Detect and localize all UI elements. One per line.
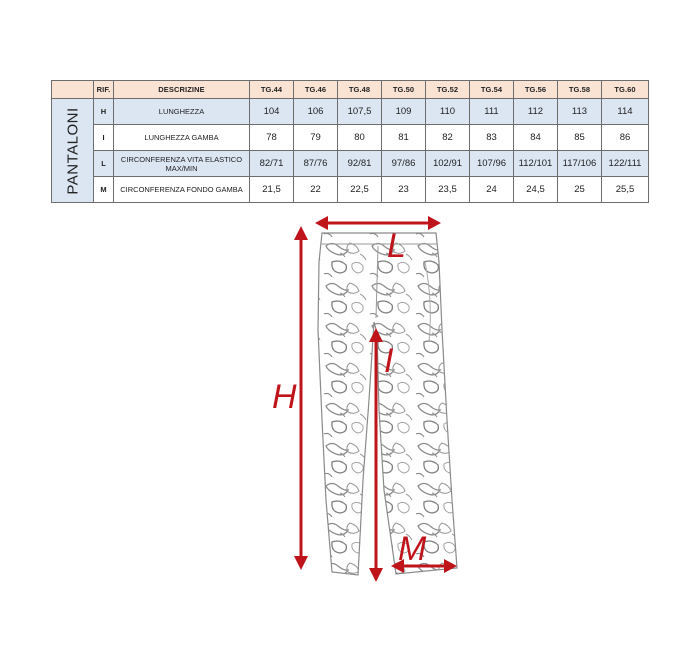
row-ref: L xyxy=(94,151,114,177)
table-cell: 22,5 xyxy=(338,177,382,203)
header-size: TG.46 xyxy=(294,81,338,99)
header-size: TG.52 xyxy=(426,81,470,99)
table-cell: 111 xyxy=(470,99,514,125)
header-size: TG.54 xyxy=(470,81,514,99)
table-cell: 23 xyxy=(382,177,426,203)
header-size: TG.48 xyxy=(338,81,382,99)
label-m: M xyxy=(398,530,427,568)
row-ref: M xyxy=(94,177,114,203)
label-h: H xyxy=(272,378,297,416)
table-cell: 82 xyxy=(426,125,470,151)
row-ref: H xyxy=(94,99,114,125)
header-size: TG.56 xyxy=(514,81,558,99)
header-size: TG.60 xyxy=(602,81,649,99)
table-cell: 97/86 xyxy=(382,151,426,177)
table-cell: 106 xyxy=(294,99,338,125)
table-cell: 84 xyxy=(514,125,558,151)
table-cell: 25,5 xyxy=(602,177,649,203)
table-cell: 21,5 xyxy=(250,177,294,203)
table-cell: 79 xyxy=(294,125,338,151)
table-cell: 82/71 xyxy=(250,151,294,177)
table-cell: 81 xyxy=(382,125,426,151)
label-l: L xyxy=(387,227,406,265)
arrow-l xyxy=(315,216,441,230)
row-description: LUNGHEZZA xyxy=(114,99,250,125)
table-cell: 122/111 xyxy=(602,151,649,177)
table-cell: 109 xyxy=(382,99,426,125)
row-description: CIRCONFERENZA FONDO GAMBA xyxy=(114,177,250,203)
header-size: TG.44 xyxy=(250,81,294,99)
table-cell: 92/81 xyxy=(338,151,382,177)
table-cell: 87/76 xyxy=(294,151,338,177)
header-size: TG.50 xyxy=(382,81,426,99)
table-cell: 117/106 xyxy=(558,151,602,177)
label-i: I xyxy=(384,342,394,380)
table-cell: 83 xyxy=(470,125,514,151)
header-descrizione: DESCRIZINE xyxy=(114,81,250,99)
row-description: CIRCONFERENZA VITA ELASTICO MAX/MIN xyxy=(114,151,250,177)
side-label: PANTALONI xyxy=(64,106,81,195)
table-cell: 85 xyxy=(558,125,602,151)
table-cell: 112/101 xyxy=(514,151,558,177)
trousers-outline xyxy=(318,233,457,575)
table-cell: 107,5 xyxy=(338,99,382,125)
table-cell: 80 xyxy=(338,125,382,151)
table-cell: 78 xyxy=(250,125,294,151)
header-rif: RIF. xyxy=(94,81,114,99)
table-cell: 113 xyxy=(558,99,602,125)
table-cell: 102/91 xyxy=(426,151,470,177)
table-cell: 24 xyxy=(470,177,514,203)
trousers-illustration xyxy=(318,233,457,575)
table-cell: 107/96 xyxy=(470,151,514,177)
table-cell: 22 xyxy=(294,177,338,203)
table-cell: 25 xyxy=(558,177,602,203)
table-cell: 24,5 xyxy=(514,177,558,203)
table-cell: 23,5 xyxy=(426,177,470,203)
row-ref: I xyxy=(94,125,114,151)
table-cell: 86 xyxy=(602,125,649,151)
table-cell: 104 xyxy=(250,99,294,125)
table-cell: 114 xyxy=(602,99,649,125)
table-cell: 112 xyxy=(514,99,558,125)
header-size: TG.58 xyxy=(558,81,602,99)
row-description: LUNGHEZZA GAMBA xyxy=(114,125,250,151)
table-cell: 110 xyxy=(426,99,470,125)
